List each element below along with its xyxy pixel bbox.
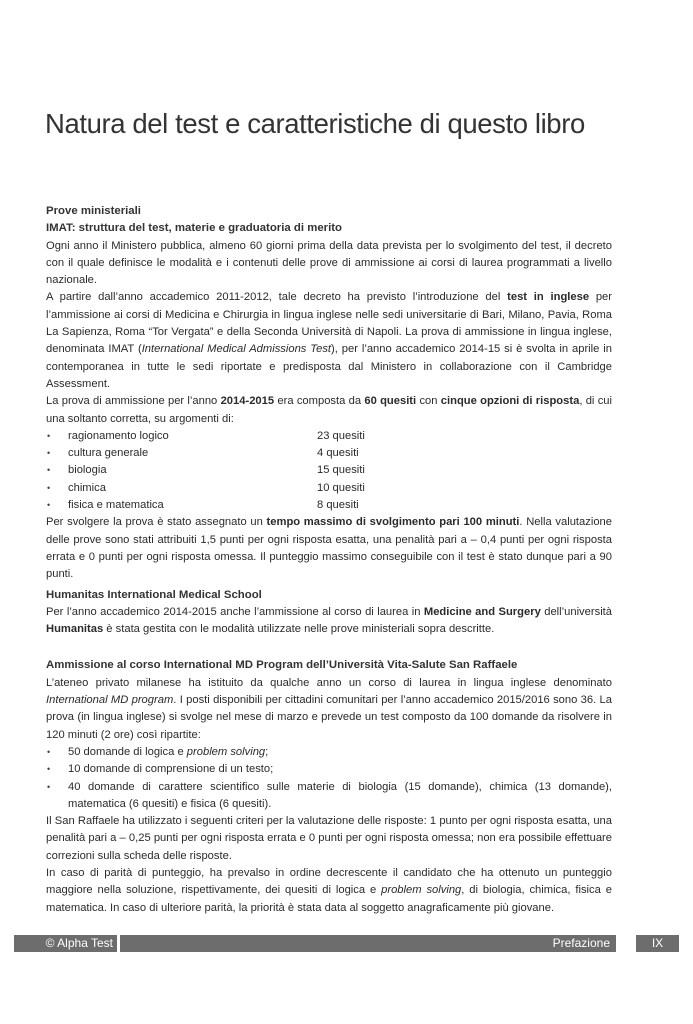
page-content [46,203,612,917]
page-title: Natura del test e caratteristiche di questo libro [45,108,585,139]
list-item: • 10 domande di comprensione di un testo; [46,761,612,778]
section-heading-prove-ministeriali: Prove ministeriali [46,205,141,217]
questions-breakdown-list [46,744,612,813]
list-item: • cultura generale 4 quesiti [46,445,612,462]
section-heading-humanitas: Humanitas International Medical School [46,588,262,601]
paragraph: Per svolgere la prova è stato assegnato un tempo massimo di svolgimento pari 100 minuti. Nella valutazione delle prove sono stati attribuiti 1,5 punti per ogni risposta esatta, una penalità pari a – 0,4 punti per ogni risposta errata e 0 punti per ogni risposta omessa. Il punteggio massimo conseguibile con il test è stato dunque pari a 90 punti. [46,516,612,581]
list-item: • 40 domande di carattere scientifico sulle materie di biologia (15 domande), chimica (13 domande), matematica (6 quesiti) e fisica (6 quesiti). [47,780,612,810]
paragraph: A partire dall’anno accademico 2011-2012, tale decreto ha previsto l’introduzione del test in inglese per l’ammissione ai corsi di Medicina e Chirurgia in lingua inglese nelle sedi universitarie di Bari, Milano, Pavia, Roma La Sapienza, Roma “Tor Vergata” e della Seconda Università di Napoli. La prova di ammissione in lingua inglese, denominata IMAT (International Medical Admissions Test), per l’anno accademico 2014-15 si è svolta in aprile in contemporanea in tutte le sedi riportate e predisposta dal Ministero in collaborazione con il Cambridge Assessment. [46,291,613,390]
footer-section-name: Prefazione [120,935,616,952]
paragraph: Il San Raffaele ha utilizzato i seguenti criteri per la valutazione delle risposte: 1 punto per ogni risposta esatta, una penalità pari a – 0,25 punti per ogni risposta errata e 0 punti per ogni risposta omessa; non era possibile effettuare correzioni sulla scheda delle risposte. [46,815,612,862]
list-item: • ragionamento logico 23 quesiti [46,428,612,445]
bullet-dot-icon: • [47,781,51,792]
bullet-dot-icon: • [47,764,51,775]
list-item: • fisica e matematica 8 quesiti [46,497,612,514]
list-item: • biologia 15 quesiti [46,462,612,479]
page-footer [14,935,679,952]
bullet-dot-icon: • [47,482,51,493]
paragraph: L’ateneo privato milanese ha istituito da qualche anno un corso di laurea in lingua inglese denominato International MD program. I posti disponibili per cittadini comunitari per l’anno accademico 2015/2016 sono 36. La prova (in lingua inglese) si svolge nel mese di marzo e prevede un test composto da 100 domande da risolvere in 120 minuti (2 ore) così ripartite: [46,676,612,741]
paragraph: Per l’anno accademico 2014-2015 anche l’ammissione al corso di laurea in Medicine and Surgery dell’università Humanitas è stata gestita con le modalità utilizzate nelle prove ministeriali sopra descritte. [46,605,613,636]
section-subheading-imat: IMAT: struttura del test, materie e graduatoria di merito [46,222,342,235]
list-item: • 50 domande di logica e problem solving; [46,744,612,761]
paragraph: La prova di ammissione per l’anno 2014-2015 era composta da 60 quesiti con cinque opzioni di risposta, di cui una soltanto corretta, su argomenti di: [46,395,613,425]
bullet-dot-icon: • [47,746,51,757]
bullet-dot-icon: • [47,430,51,441]
section-heading-san-raffaele: Ammissione al corso International MD Program dell’Università Vita-Salute San Raffaele [46,659,518,672]
paragraph: Ogni anno il Ministero pubblica, almeno 60 giorni prima della data prevista per lo svolgimento del test, il decreto con il quale definisce le modalità e i contenuti delle prove di ammissione ai corsi di laurea programmati a livello nazionale. [46,239,612,287]
bullet-dot-icon: • [47,500,51,511]
list-item: • chimica 10 quesiti [46,480,612,497]
paragraph: In caso di parità di punteggio, ha prevalso in ordine decrescente il candidato che ha ottenuto un punteggio maggiore nella soluzione, rispettivamente, dei quesiti di logica e problem solving, di biologia, chimica, fisica e matematica. In caso di ulteriore parità, la priorità è stata data al soggetto anagraficamente più giovane. [46,866,612,914]
bullet-dot-icon: • [47,448,51,459]
subjects-list [46,428,612,514]
footer-publisher: © Alpha Test [14,935,117,952]
bullet-dot-icon: • [47,465,51,476]
footer-page-number: IX [636,935,679,952]
